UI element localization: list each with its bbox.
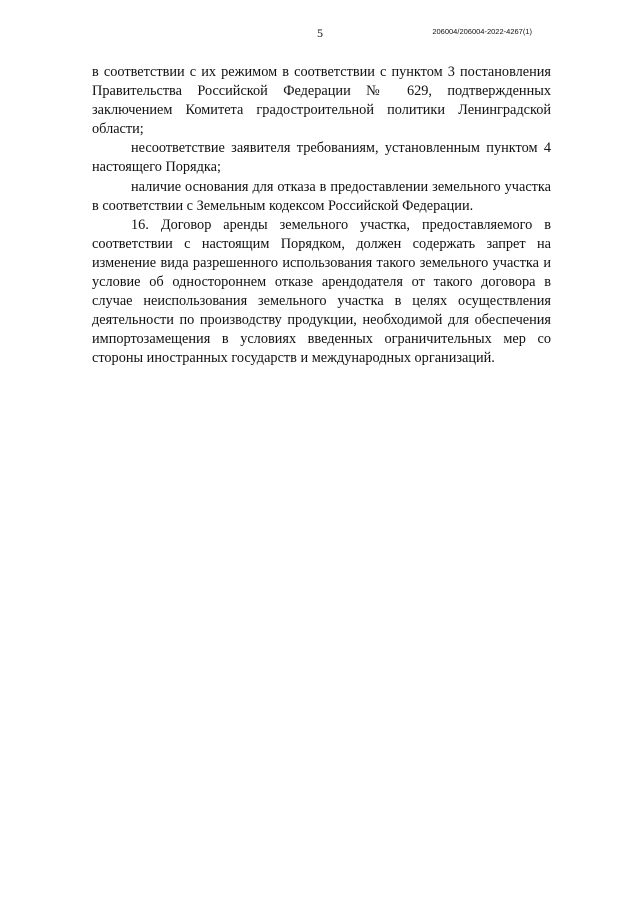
paragraph-continuation: в соответствии с их режимом в соответствии с пунктом 3 постановления Правительства Российской Федерации № 629, подтвержденных заключением Комитета градостроительной политики Ленинградской области; xyxy=(92,64,551,138)
paragraph-refusal-grounds: наличие основания для отказа в предоставлении земельного участка в соответствии с Земельным кодексом Российской Федерации. xyxy=(92,178,551,214)
document-id: 206004/206004-2022-4267(1) xyxy=(432,27,532,36)
paragraph-item-16: 16. Договор аренды земельного участка, предоставляемого в соответствии с настоящим Порядком, должен содержать запрет на изменение вида разрешенного использования такого земельного участка и условие об одностороннем отказе арендодателя от такого договора в случае неиспользования земельного участка в целях осуществления деятельности по производству продукции, необходимой для обеспечения импортозамещения в условиях введенных ограничительных мер со стороны иностранных государств и международных организаций. xyxy=(92,216,551,367)
document-body xyxy=(92,63,551,369)
page-number: 5 xyxy=(317,26,323,40)
paragraph-noncompliance: несоответствие заявителя требованиям, установленным пунктом 4 настоящего Порядка; xyxy=(92,140,551,176)
